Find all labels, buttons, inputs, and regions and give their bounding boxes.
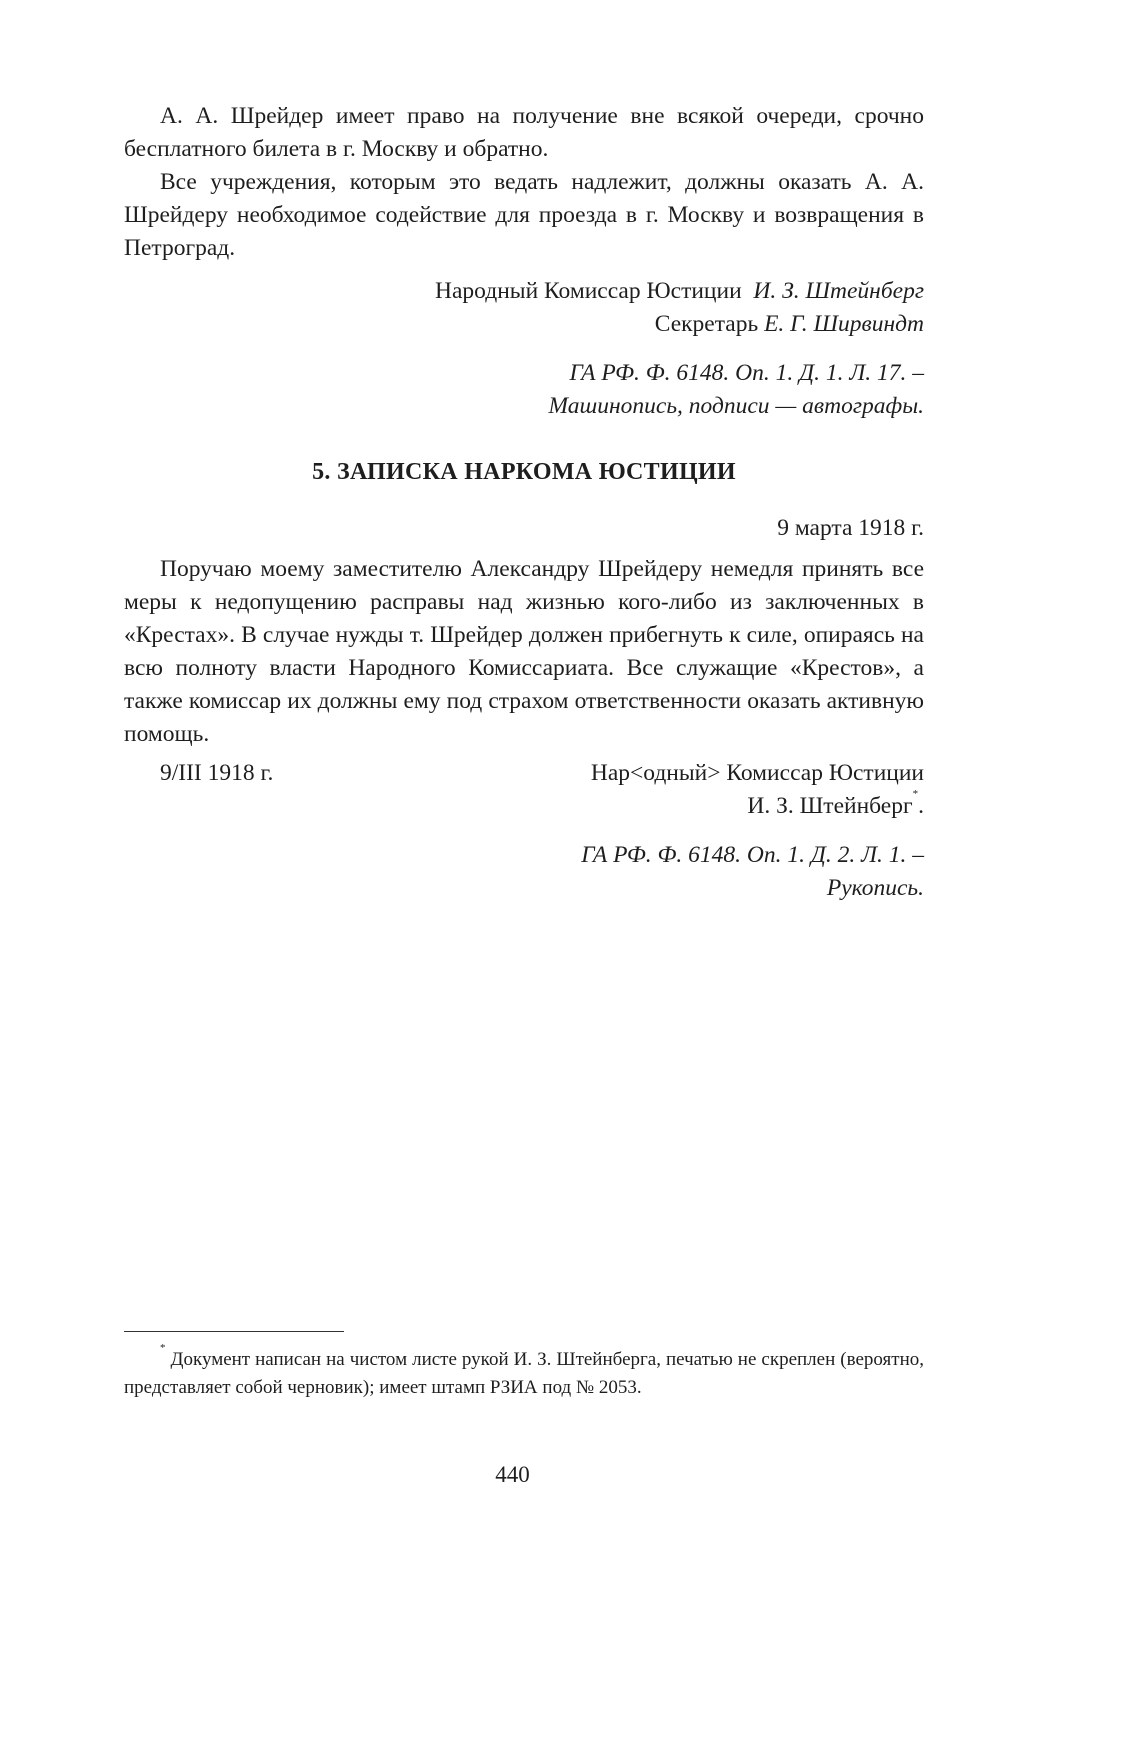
signature-line-commissar — [124, 275, 924, 308]
section-body-paragraph: Поручаю моему заместителю Александру Шрейдеру немедля принять все меры к недопущению расправы над жизнью кого-либо из заключенных в «Крестах». В случае нужды т. Шрейдер должен прибегнуть к силе, опираясь на всю полноту власти Народного Комиссариата. Все служащие «Крестов», а также комиссар их должны ему под страхом ответственности оказать активную помощь. — [124, 556, 924, 747]
archive-reference-line: Машинопись, подписи — автографы. — [548, 393, 924, 419]
footnote-marker: * — [912, 788, 919, 800]
footnote — [124, 1342, 924, 1402]
document-page — [124, 100, 924, 905]
signature-title: Народный Комиссар Юстиции — [435, 278, 742, 304]
signature-line-secretary — [124, 308, 924, 341]
section-heading: 5. ЗАПИСКА НАРКОМА ЮСТИЦИИ — [312, 459, 736, 485]
signature-name: Е. Г. Ширвиндт — [764, 311, 924, 337]
page-number: 440 — [495, 1462, 530, 1487]
signature-date: 9/III 1918 г. — [160, 760, 274, 786]
signature-name: И. З. Штейнберг — [753, 278, 924, 304]
footnote-divider — [124, 1331, 344, 1332]
archive-reference-line: ГА РФ. Ф. 6148. Оп. 1. Д. 2. Л. 1. – — [581, 842, 924, 868]
archive-reference-1 — [124, 357, 924, 423]
footnote-marker: * — [160, 1342, 166, 1354]
archive-reference-2 — [124, 839, 924, 905]
signature-period: . — [918, 793, 924, 819]
signature-block-1 — [124, 275, 924, 341]
signature-block-2 — [124, 757, 924, 823]
intro-paragraph-2: Все учреждения, которым это ведать надлежит, должны оказать А. А. Шрейдеру необходимое содействие для проезда в г. Москву и возвращения в Петроград. — [124, 169, 924, 261]
archive-reference-line: ГА РФ. Ф. 6148. Оп. 1. Д. 1. Л. 17. – — [569, 360, 924, 386]
signature-name-line — [591, 790, 924, 823]
signature-name: И. З. Штейнберг — [747, 793, 913, 819]
footnote-text: Документ написан на чистом листе рукой И. З. Штейнберга, печатью не скреплен (вероятно, представляет собой черновик); имеет штамп РЗИА под № 2053. — [124, 1349, 924, 1398]
signature-right — [591, 757, 924, 823]
signature-title: Секретарь — [654, 311, 759, 337]
document-date: 9 марта 1918 г. — [777, 515, 924, 541]
archive-reference-line: Рукопись. — [826, 875, 924, 901]
signature-title: Нар<одный> Комиссар Юстиции — [590, 760, 924, 786]
intro-paragraph-1: А. А. Шрейдер имеет право на получение вне всякой очереди, срочно бесплатного билета в г. Москву и обратно. — [124, 103, 924, 162]
